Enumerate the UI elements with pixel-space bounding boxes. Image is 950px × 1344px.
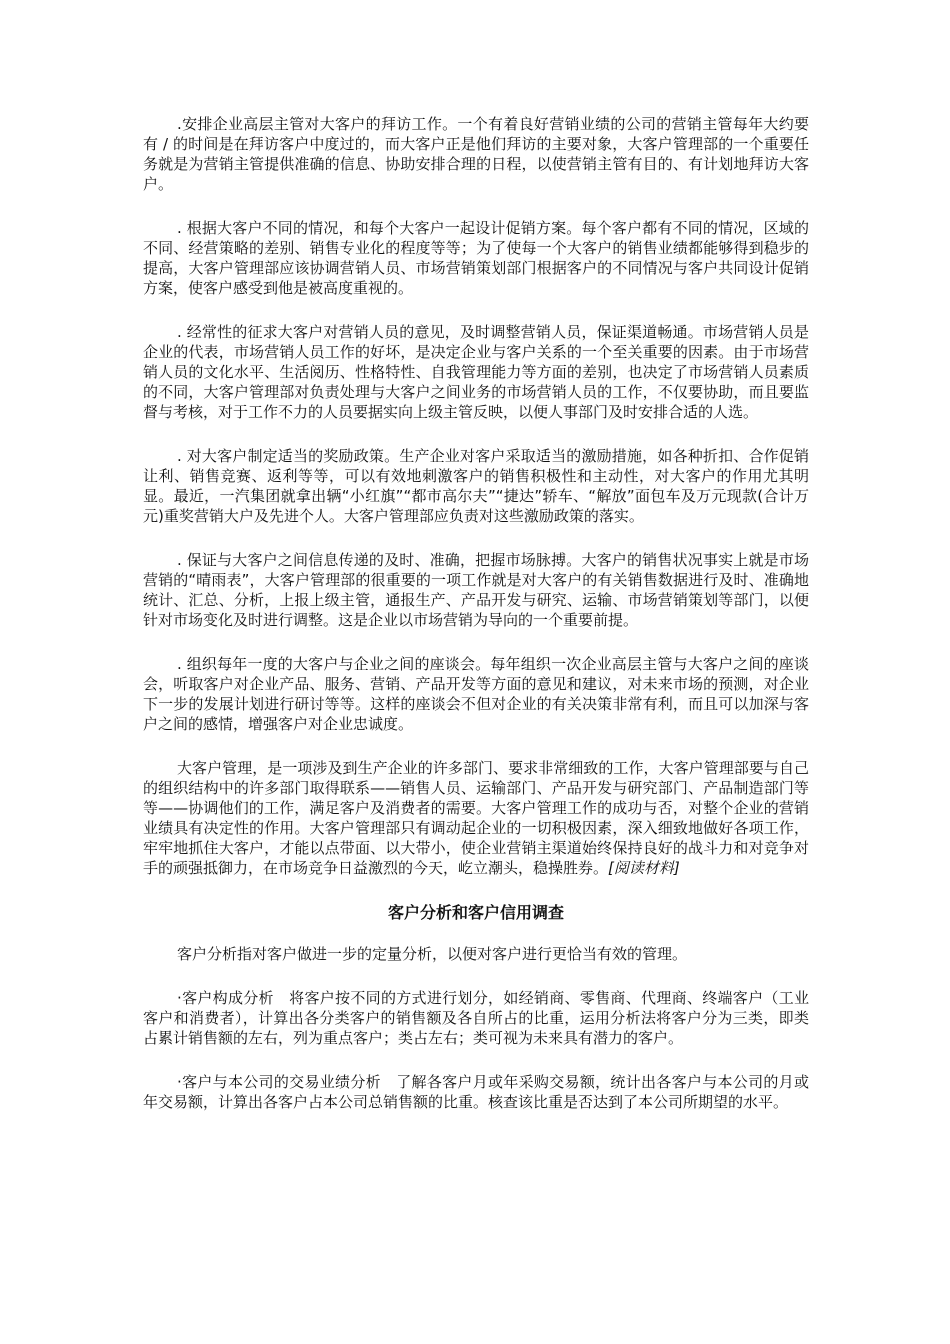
paragraph-executive-visits: .安排企业高层主管对大客户的拜访工作。一个有着良好营销业绩的公司的营销主管每年大约要有 / 的时间是在拜访客户中度过的，而大客户正是他们拜访的主要对象，大客户管理部的一个重要任务就是为营销主管提供准确的信息、协助安排合理的日程，以使营销主管有目的、有计划地拜访大客户。: [143, 115, 809, 193]
section-heading: 客户分析和客户信用调查: [387, 903, 564, 922]
paragraph-summary: [143, 758, 809, 878]
reading-material-tag: [阅读材料]: [608, 859, 680, 877]
document-page: [143, 114, 809, 1112]
paragraph-information-flow: . 保证与大客户之间信息传递的及时、准确，把握市场脉搏。大客户的销售状况事实上就是市场营销的“晴雨表”，大客户管理部的很重要的一项工作就是对大客户的有关销售数据进行及时、准确地统计、汇总、分析，上报上级主管，通报生产、产品开发与研究、运输、市场营销策划等部门，以便针对市场变化及时进行调整。这是企业以市场营销为导向的一个重要前提。: [143, 551, 809, 629]
paragraph-incentive-policy: . 对大客户制定适当的奖励政策。生产企业对客户采取适当的激励措施，如各种折扣、合作促销让利、销售竞赛、返利等等，可以有效地刺激客户的销售积极性和主动性，对大客户的作用尤其明显。最近，一汽集团就拿出辆“小红旗”“都市高尔夫”“捷达”轿车、“解放”面包车及万元现款(合计万元)重奖营销大户及先进个人。大客户管理部应负责对这些激励政策的落实。: [143, 447, 809, 525]
paragraph-customer-composition: ·客户构成分析 将客户按不同的方式进行划分，如经销商、零售商、代理商、终端客户（工业客户和消费者），计算出各分类客户的销售额及各自所占的比重，运用分析法将客户分为三类，即类占累计销售额的左右，列为重点客户；类占左右；类可视为未来具有潜力的客户。: [143, 989, 809, 1047]
paragraph-annual-forum: . 组织每年一度的大客户与企业之间的座谈会。每年组织一次企业高层主管与大客户之间的座谈会，听取客户对企业产品、服务、营销、产品开发等方面的意见和建议，对未来市场的预测，对企业下一步的发展计划进行研讨等等。这样的座谈会不但对企业的有关决策非常有利，而且可以加深与客户之间的感情，增强客户对企业忠诚度。: [143, 655, 809, 733]
paragraph-promotion-plan: . 根据大客户不同的情况，和每个大客户一起设计促销方案。每个客户都有不同的情况，区域的不同、经营策略的差别、销售专业化的程度等等；为了使每一个大客户的销售业绩都能够得到稳步的提高，大客户管理部应该协调营销人员、市场营销策划部门根据客户的不同情况与客户共同设计促销方案，使客户感受到他是被高度重视的。: [143, 219, 809, 297]
paragraph-transaction-analysis: ·客户与本公司的交易业绩分析 了解各客户月或年采购交易额，统计出各客户与本公司的月或年交易额，计算出各客户占本公司总销售额的比重。核查该比重是否达到了本公司所期望的水平。: [143, 1073, 809, 1111]
paragraph-sales-staff-feedback: . 经常性的征求大客户对营销人员的意见，及时调整营销人员，保证渠道畅通。市场营销人员是企业的代表，市场营销人员工作的好坏，是决定企业与客户关系的一个至关重要的因素。由于市场营销人员的文化水平、生活阅历、性格特性、自我管理能力等方面的差别，也决定了市场营销人员素质的不同，大客户管理部对负责处理与大客户之间业务的市场营销人员的工作，不仅要协助，而且要监督与考核，对于工作不力的人员要据实向上级主管反映，以便人事部门及时安排合适的人选。: [143, 323, 809, 421]
summary-text: 大客户管理，是一项涉及到生产企业的许多部门、要求非常细致的工作，大客户管理部要与自己的组织结构中的许多部门取得联系——销售人员、运输部门、产品开发与研究部门、产品制造部门等等——协调他们的工作，满足客户及消费者的需要。大客户管理工作的成功与否，对整个企业的营销业绩具有决定性的作用。大客户管理部只有调动起企业的一切积极因素，深入细致地做好各项工作，牢牢地抓住大客户，才能以点带面、以大带小，使企业营销主渠道始终保持良好的战斗力和对竞争对手的顽强抵御力，在市场竞争日益激烈的今天，屹立潮头，稳操胜券。: [143, 759, 809, 877]
paragraph-section-intro: 客户分析指对客户做进一步的定量分析，以便对客户进行更恰当有效的管理。: [177, 945, 688, 963]
